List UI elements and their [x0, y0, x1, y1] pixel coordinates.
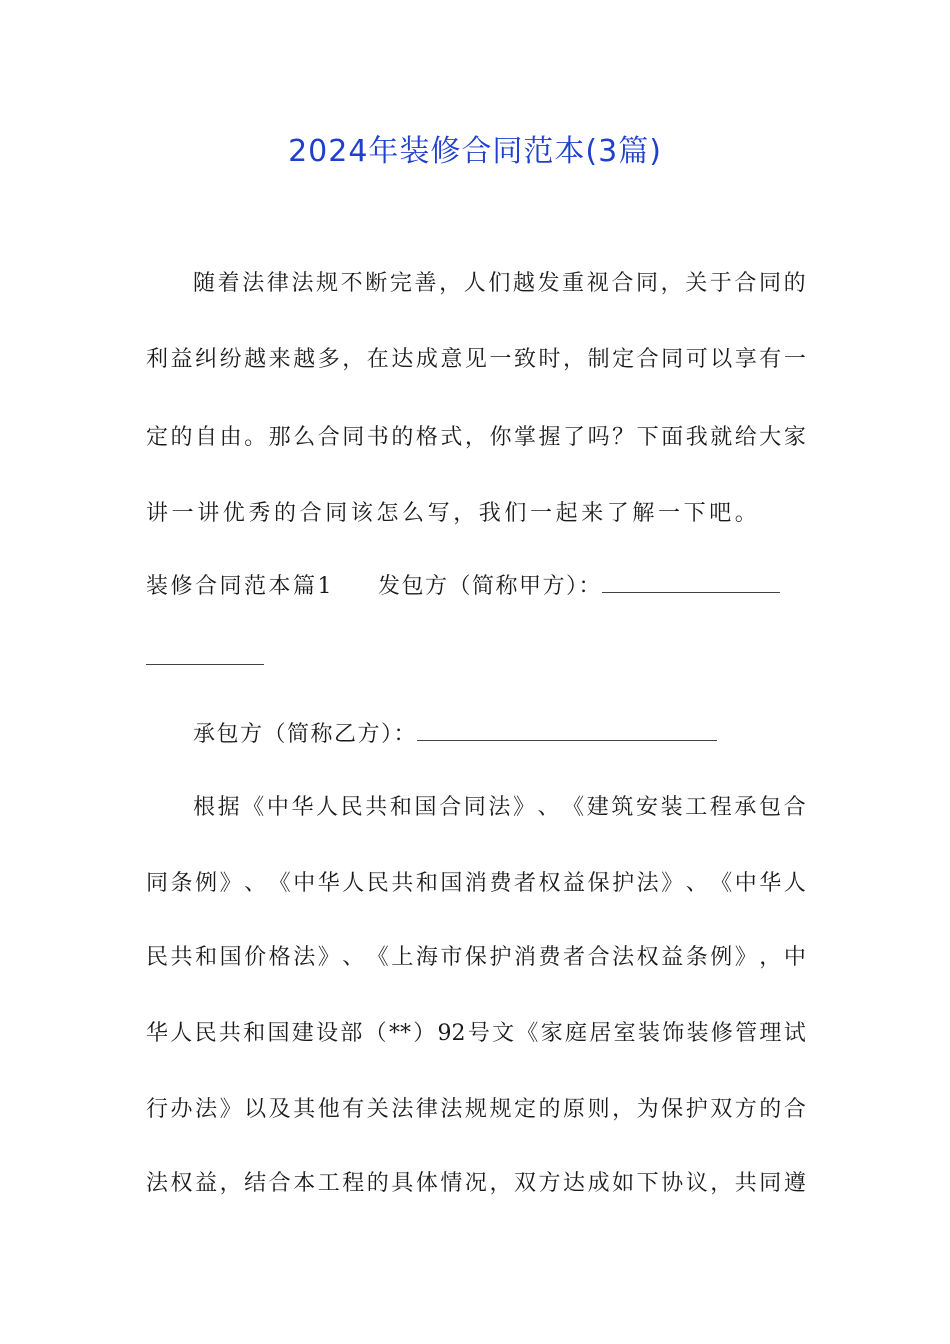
- section-heading: 装修合同范本篇1: [146, 574, 334, 599]
- party-a-blank[interactable]: [602, 570, 780, 593]
- body-line-1: 根 据 《 中 华 人 民 共 和 国 合 同 法 》 、 《 建 筑 安 装 工 程 承 包 合: [193, 795, 806, 820]
- body-line-2: 同 条 例 》 、 《 中 华 人 民 共 和 国 消 费 者 权 益 保 护 法 》 、 《 中 华 人: [146, 871, 806, 896]
- intro-line-1: 随 着 法 律 法 规 不 断 完 善 ， 人 们 越 发 重 视 合 同 ， 关 于 合 同 的: [193, 271, 806, 296]
- party-b-blank[interactable]: [417, 718, 717, 741]
- party-a-blank-continued[interactable]: [146, 642, 264, 665]
- body-line-5: 行 办 法 》 以 及 其 他 有 关 法 律 法 规 规 定 的 原 则 ， 为 保 护 双 方 的 合: [146, 1097, 806, 1122]
- intro-line-2: 利 益 纠 纷 越 来 越 多 ， 在 达 成 意 见 一 致 时 ， 制 定 合 同 可 以 享 有 一: [146, 347, 806, 372]
- document-title: 2024年装修合同范本(3篇): [288, 134, 662, 169]
- intro-line-3: 定 的 自 由 。 那 么 合 同 书 的 格 式 ， 你 掌 握 了 吗 ？ 下 面 我 就 给 大 家: [146, 425, 806, 450]
- body-line-4: 华 人 民 共 和 国 建 设 部 （ ** ） 92 号 文 《 家 庭 居 室 装 饰 装 修 管 理 试: [146, 1021, 806, 1046]
- intro-line-4: 讲一讲优秀的合同该怎么写，我们一起来了解一下吧。: [146, 501, 761, 526]
- party-a-blank-continued-row: [146, 642, 806, 675]
- section-1-heading-row: [146, 570, 806, 603]
- body-line-6: 法 权 益 ， 结 合 本 工 程 的 具 体 情 况 ， 双 方 达 成 如 下 协 议 ， 共 同 遵: [146, 1171, 806, 1196]
- party-b-label: 承包方（简称乙方）：: [193, 722, 418, 747]
- party-b-row: [193, 718, 806, 751]
- body-line-3: 民 共 和 国 价 格 法 》 、 《 上 海 市 保 护 消 费 者 合 法 权 益 条 例 》 ， 中: [146, 945, 806, 970]
- party-a-label: 发包方（简称甲方）：: [378, 574, 603, 599]
